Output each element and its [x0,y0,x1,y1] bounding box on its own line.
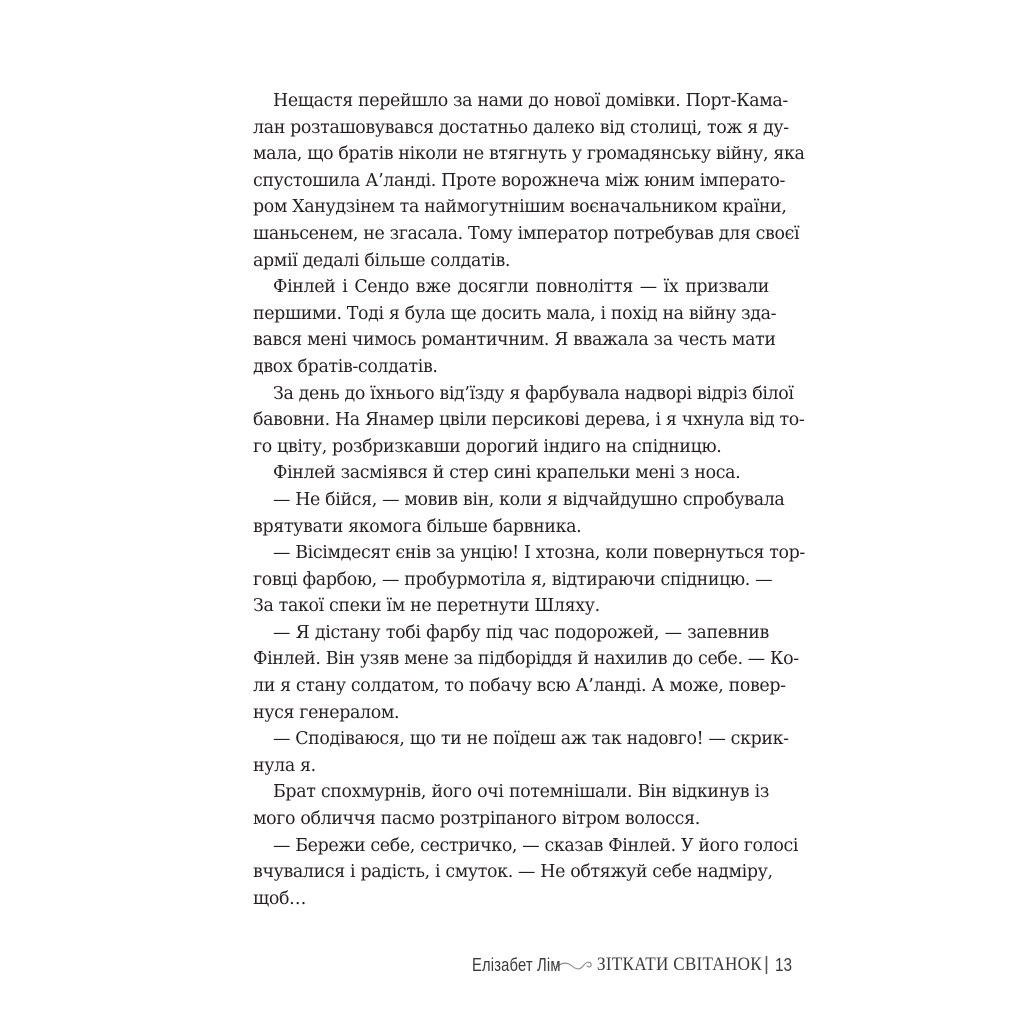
book-title: ЗІТКАТИ СВІТАНОК [597,954,762,975]
text-line: вався мені чимось романтичним. Я вважала за честь мати [253,330,776,351]
text-line: За день до їхнього від’їзду я фарбувала надворі відріз білої [273,383,794,404]
text-line: — Сподіваюся, що ти не поїдеш аж так надовго! — скрик- [273,729,789,750]
text-line: бавовни. На Янамер цвіли персикові дерева, і я чхнула від то- [253,410,805,431]
text-line: нула я. [253,755,316,776]
text-line: — Бережи себе, сестричко, — сказав Фінлей. У його голосі [273,835,799,856]
text-line: щоб… [253,888,307,909]
text-line: вчувалися і радість, і смуток. — Не обтяжуй себе надміру, [253,862,773,883]
text-line: двох братів-солдатів. [253,356,438,377]
text-line: лан розташовувався достатньо далеко від столиці, тож я ду- [253,117,789,138]
text-line: нуся генералом. [253,702,400,723]
text-line: Брат спохмурнів, його очі потемнішали. Він відкинув із [273,782,769,803]
author-name: Елізабет Лім [472,954,561,975]
text-line: Фінлей. Він узяв мене за підборіддя й нахилив до себе. — Ко- [253,649,799,670]
body-text [253,88,805,912]
text-line: спустошила А’ланді. Проте ворожнеча між юним імперато- [253,170,786,191]
running-footer [472,952,795,978]
text-line: врятувати якомога більше барвника. [253,516,582,537]
text-line: го цвіту, розбризкавши дорогий індиго на спідницю. [253,436,722,457]
page-number: 13 [774,954,792,975]
text-line: Фінлей засміявся й стер сині крапельки мені з носа. [273,463,741,484]
text-line: Нещастя перейшло за нами до нової домівки. Порт-Кама- [273,91,788,111]
text-line: — Я дістану тобі фарбу під час подорожей, — запевнив [273,622,769,643]
text-line: Фінлей і Сендо вже досягли повноліття — їх призвали [273,277,769,298]
text-line: мала, що братів ніколи не втягнуть у громадянську війну, яка [253,144,805,165]
text-line: ром Ханудзінем та наймогутнішим воєначальником країни, [253,197,787,218]
text-line: — Не бійся, — мовив він, коли я відчайдушно спробувала [273,489,785,510]
footer-separator: | [764,954,769,975]
text-line: говці фарбою, — пробурмотіла я, відтираючи спідницю. — [253,569,773,590]
text-line: мого обличчя пасмо розтріпаного вітром волосся. [253,809,700,830]
swash-ornament-icon [556,957,594,973]
text-line: першими. Тоді я була ще досить мала, і похід на війну зда- [253,303,777,324]
text-line: — Вісімдесят єнів за унцію! І хтозна, коли повернуться тор- [273,543,805,564]
text-line: армії дедалі більше солдатів. [253,250,511,271]
text-line: За такої спеки їм не перетнути Шляху. [253,596,600,617]
text-line: шаньсенем, не згасала. Тому імператор потребував для своєї [253,223,800,244]
text-line: ли я стану солдатом, то побачу всю А’ланді. А може, повер- [253,676,786,697]
